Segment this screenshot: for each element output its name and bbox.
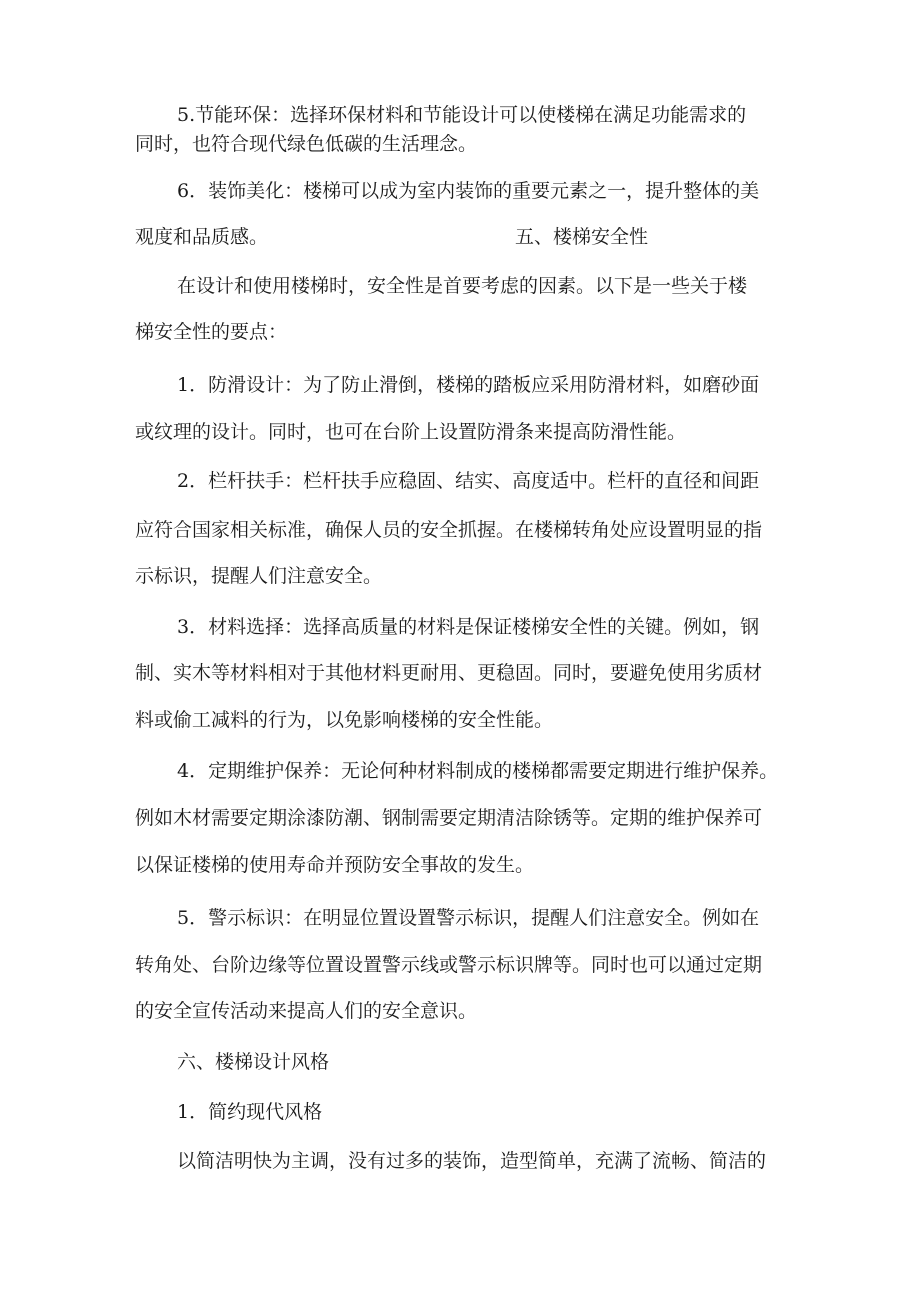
text-line: 的安全宣传活动来提高人们的安全意识。 (135, 1000, 478, 1022)
text-line: 转角处、台阶边缘等位置设置警示线或警示标识牌等。同时也可以通过定期 (135, 954, 763, 976)
text-line: 以保证楼梯的使用寿命并预防安全事故的发生。 (135, 854, 535, 876)
text-line: 4．定期维护保养：无论何种材料制成的楼梯都需要定期进行维护保养。 (177, 760, 779, 782)
subsection-heading: 1．简约现代风格 (177, 1101, 323, 1123)
text-line: 应符合国家相关标准，确保人员的安全抓握。在楼梯转角处应设置明显的指 (135, 519, 763, 541)
text-line: 或纹理的设计。同时，也可在台阶上设置防滑条来提高防滑性能。 (135, 421, 687, 443)
text-line: 制、实木等材料相对于其他材料更耐用、更稳固。同时，要避免使用劣质材 (135, 662, 763, 684)
text-line: 6．装饰美化：楼梯可以成为室内装饰的重要元素之一，提升整体的美 (177, 180, 760, 202)
text-line: 以简洁明快为主调，没有过多的装饰，造型简单，充满了流畅、简洁的 (177, 1150, 767, 1172)
text-line: 同时，也符合现代绿色低碳的生活理念。 (135, 133, 478, 155)
text-line: 1．防滑设计：为了防止滑倒，楼梯的踏板应采用防滑材料，如磨砂面 (177, 374, 760, 396)
text-line: 在设计和使用楼梯时，安全性是首要考虑的因素。以下是一些关于楼 (177, 275, 748, 297)
text-line: 示标识，提醒人们注意安全。 (135, 565, 383, 587)
section-heading: 五、楼梯安全性 (515, 226, 649, 248)
text-line: 5.节能环保：选择环保材料和节能设计可以使楼梯在满足功能需求的 (177, 104, 747, 126)
text-line: 2．栏杆扶手：栏杆扶手应稳固、结实、高度适中。栏杆的直径和间距 (177, 470, 760, 492)
text-line: 观度和品质感。 (135, 226, 269, 248)
text-line: 3．材料选择：选择高质量的材料是保证楼梯安全性的关键。例如，钢 (177, 616, 760, 638)
text-line: 例如木材需要定期涂漆防潮、钢制需要定期清洁除锈等。定期的维护保养可 (135, 807, 763, 829)
section-heading: 六、楼梯设计风格 (177, 1051, 330, 1073)
text-line: 料或偷工减料的行为，以免影响楼梯的安全性能。 (135, 709, 554, 731)
text-line: 梯安全性的要点： (135, 321, 288, 343)
text-line: 5．警示标识：在明显位置设置警示标识，提醒人们注意安全。例如在 (177, 907, 760, 929)
